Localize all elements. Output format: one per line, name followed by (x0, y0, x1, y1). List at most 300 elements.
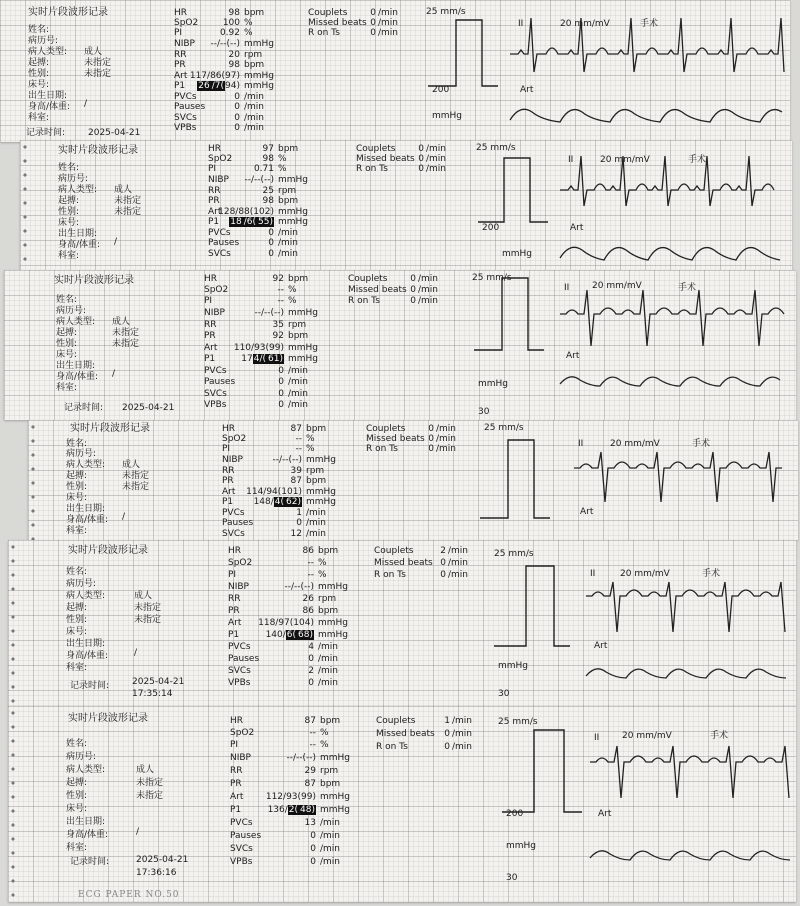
rr-value: 29 (304, 766, 316, 776)
svcs-label: SVCs (228, 666, 251, 676)
arrhythmia-panel (376, 716, 482, 760)
art-waveform (560, 238, 780, 268)
missed-beats-label: Missed beats (366, 434, 425, 444)
pauses-value: 0 (278, 377, 284, 387)
rr-unit: rpm (244, 50, 263, 60)
art-label: Art (230, 792, 244, 802)
dept-label: 科室: (66, 526, 88, 536)
pacer-value: 未指定 (114, 196, 142, 206)
nibp-unit: mmHg (320, 753, 351, 763)
couplets-label: Couplets (348, 274, 388, 284)
perforation (10, 540, 16, 706)
pr-unit: bpm (318, 606, 339, 616)
p1-label: P1 (222, 497, 234, 507)
gain-label: 20 mm/mV (560, 19, 610, 29)
vpbs-value: 0 (234, 123, 240, 133)
pacer-value: 未指定 (134, 603, 162, 613)
spo2-value: -- (295, 434, 302, 444)
ron-t-value: 0 (440, 570, 446, 580)
mrn-label: 病历号: (66, 752, 97, 762)
height-weight-value: / (122, 512, 126, 522)
p1-value: 26 /7(94) (198, 81, 240, 91)
hr-unit: bpm (320, 716, 341, 726)
couplets-label: Couplets (376, 716, 416, 726)
mode-label: 手术 (640, 19, 659, 29)
pauses-value: 0 (268, 238, 274, 248)
nibp-label: NIBP (222, 455, 243, 465)
mrn-label: 病历号: (66, 449, 97, 459)
missed-beats-label: Missed beats (348, 285, 407, 295)
pr-label: PR (230, 779, 242, 789)
dept-label: 科室: (66, 663, 88, 673)
lead-label: II (564, 283, 570, 293)
p1-unit: mmHg (306, 497, 337, 507)
height-weight-value: / (114, 237, 118, 247)
gender-value: 未指定 (122, 482, 150, 492)
recording-strip-5 (8, 540, 796, 706)
svcs-unit: /min (318, 666, 339, 676)
art-value: 114/94(101) (246, 487, 302, 497)
record-date: 2025-04-21 (122, 403, 175, 413)
pr-label: PR (208, 196, 220, 206)
strip-title: 实时片段波形记录 (28, 7, 108, 18)
calibration-pulse (428, 18, 498, 98)
couplets-label: Couplets (374, 546, 414, 556)
ron-t-label: R on Ts (308, 28, 340, 38)
bed-label: 床号: (28, 80, 50, 90)
nibp-value: --/--(--) (286, 753, 316, 763)
pi-unit: % (278, 164, 287, 174)
p1-label: P1 (174, 81, 186, 91)
name-label: 姓名: (66, 439, 88, 449)
pauses-unit: /min (318, 654, 339, 664)
couplets-label: Couplets (356, 144, 396, 154)
pvcs-label: PVCs (222, 508, 245, 518)
mrn-label: 病历号: (66, 579, 97, 589)
gender-value: 未指定 (112, 339, 140, 349)
nibp-value: --/--(--) (210, 39, 240, 49)
nibp-unit: mmHg (244, 39, 275, 49)
perforation (30, 420, 36, 540)
p1-label: P1 (208, 217, 220, 227)
pvcs-label: PVCs (228, 642, 251, 652)
p1-unit: mmHg (288, 354, 319, 364)
ron-t-unit: /min (418, 296, 439, 306)
record-date: 2025-04-21 (132, 677, 185, 687)
svcs-value: 0 (234, 113, 240, 123)
svcs-label: SVCs (204, 389, 227, 399)
dob-label: 出生日期: (66, 817, 106, 827)
vitals-panel (228, 546, 364, 696)
pi-value: 0.71 (253, 164, 274, 174)
dob-label: 出生日期: (28, 91, 68, 101)
height-weight-label: 身高/体重: (58, 240, 101, 250)
gain-label: 20 mm/mV (610, 439, 660, 449)
record-clock: 17:36:16 (136, 868, 177, 878)
arrhythmia-panel (348, 274, 448, 314)
rr-label: RR (208, 186, 221, 196)
record-time-label: 记录时间: (70, 681, 110, 691)
hr-value: 86 (302, 546, 314, 556)
missed-beats-unit: /min (436, 434, 457, 444)
paper-speed: 25 mm/s (476, 143, 516, 153)
pauses-label: Pauses (204, 377, 236, 387)
gender-label: 性别: (66, 791, 88, 801)
spo2-label: SpO2 (204, 285, 229, 295)
svcs-label: SVCs (208, 249, 231, 259)
couplets-unit: /min (378, 8, 399, 18)
calibration-pulse (478, 156, 548, 236)
art-unit: mmHg (278, 207, 309, 217)
missed-beats-unit: /min (426, 154, 447, 164)
gender-value: 未指定 (114, 207, 142, 217)
scale-mmhg: mmHg (498, 661, 529, 671)
svcs-value: 0 (268, 249, 274, 259)
gain-label: 20 mm/mV (620, 569, 670, 579)
pvcs-unit: /min (288, 366, 309, 376)
p1-label: P1 (230, 805, 242, 815)
vpbs-unit: /min (288, 400, 309, 410)
pauses-label: Pauses (222, 518, 254, 528)
rr-label: RR (174, 50, 187, 60)
name-label: 姓名: (58, 163, 80, 173)
nibp-label: NIBP (230, 753, 251, 763)
scale-30: 30 (498, 689, 510, 699)
couplets-unit: /min (426, 144, 447, 154)
pi-label: PI (204, 296, 213, 306)
pi-label: PI (230, 740, 239, 750)
spo2-unit: % (288, 285, 297, 295)
art-value: 110/93(99) (233, 343, 284, 353)
patient-type-label: 病人类型: (56, 317, 96, 327)
missed-beats-label: Missed beats (376, 729, 435, 739)
spo2-value: 98 (262, 154, 274, 164)
ron-t-label: R on Ts (374, 570, 406, 580)
art-label: Art (228, 618, 242, 628)
pr-value: 87 (304, 779, 316, 789)
gender-label: 性别: (56, 339, 78, 349)
art-wave-label: Art (520, 85, 534, 95)
pr-label: PR (174, 60, 186, 70)
ecg-waveform (586, 580, 786, 650)
scale-200: 200 (432, 85, 450, 95)
height-weight-value: / (134, 648, 138, 658)
ecg-waveform (560, 154, 780, 214)
couplets-unit: /min (436, 424, 457, 434)
ecg-waveform (510, 14, 785, 84)
pr-label: PR (228, 606, 240, 616)
p1-value: 18 /6( 55) (230, 217, 273, 227)
gender-value: 未指定 (134, 615, 162, 625)
ron-t-value: 0 (410, 296, 416, 306)
pvcs-unit: /min (318, 642, 339, 652)
spo2-unit: % (320, 728, 329, 738)
recording-strip-6 (8, 706, 796, 902)
hr-value: 98 (228, 8, 240, 18)
rr-label: RR (228, 594, 241, 604)
pi-label: PI (208, 164, 217, 174)
hr-unit: bpm (278, 144, 299, 154)
dept-label: 科室: (56, 383, 78, 393)
p1-label: P1 (228, 630, 240, 640)
missed-beats-unit: /min (418, 285, 439, 295)
rr-label: RR (222, 466, 235, 476)
pi-value: -- (307, 570, 314, 580)
pacer-label: 起搏: (66, 778, 88, 788)
svcs-label: SVCs (174, 113, 197, 123)
nibp-label: NIBP (204, 308, 225, 318)
lead-label: II (590, 569, 596, 579)
height-weight-label: 身高/体重: (66, 651, 109, 661)
pr-unit: bpm (320, 779, 341, 789)
p1-value: 148/4( 62) (253, 497, 301, 507)
art-waveform (590, 840, 790, 870)
vpbs-unit: /min (318, 678, 339, 688)
p1-unit: mmHg (318, 630, 349, 640)
pvcs-unit: /min (306, 508, 327, 518)
strip-title: 实时片段波形记录 (70, 423, 150, 434)
vitals-panel (222, 424, 352, 538)
hr-unit: bpm (318, 546, 339, 556)
p1-unit: mmHg (320, 805, 351, 815)
rr-value: 35 (272, 320, 284, 330)
pauses-unit: /min (278, 238, 299, 248)
art-label: Art (204, 343, 218, 353)
art-waveform (586, 658, 786, 688)
patient-type-value: 成人 (134, 591, 153, 601)
pauses-unit: /min (288, 377, 309, 387)
svcs-value: 0 (310, 844, 316, 854)
art-label: Art (208, 207, 222, 217)
pi-value: -- (309, 740, 316, 750)
vitals-panel (174, 8, 294, 138)
gender-label: 性别: (66, 615, 88, 625)
spo2-value: -- (309, 728, 316, 738)
pvcs-value: 0 (234, 92, 240, 102)
missed-beats-value: 0 (410, 285, 416, 295)
vitals-panel (204, 274, 334, 416)
pauses-value: 0 (234, 102, 240, 112)
dob-label: 出生日期: (56, 361, 96, 371)
pauses-value: 0 (296, 518, 302, 528)
art-wave-label: Art (566, 351, 580, 361)
hr-value: 92 (272, 274, 284, 284)
rr-value: 26 (302, 594, 314, 604)
pacer-label: 起搏: (58, 196, 80, 206)
vpbs-value: 0 (308, 678, 314, 688)
record-date: 2025-04-21 (88, 128, 141, 138)
scale-mmhg: mmHg (478, 379, 509, 389)
art-unit: mmHg (288, 343, 319, 353)
pvcs-value: 4 (308, 642, 314, 652)
dob-label: 出生日期: (58, 229, 98, 239)
calibration-pulse (502, 728, 582, 818)
hr-unit: bpm (288, 274, 309, 284)
record-time-label: 记录时间: (26, 128, 66, 138)
svcs-label: SVCs (230, 844, 253, 854)
spo2-unit: % (278, 154, 287, 164)
paper-speed: 25 mm/s (484, 423, 524, 433)
pvcs-value: 1 (296, 508, 302, 518)
dept-label: 科室: (66, 843, 88, 853)
spo2-unit: % (306, 434, 315, 444)
pi-label: PI (174, 28, 183, 38)
pvcs-value: 0 (268, 228, 274, 238)
pi-unit: % (320, 740, 329, 750)
ron-t-value: 0 (370, 28, 376, 38)
pi-label: PI (222, 444, 231, 454)
scale-30: 30 (506, 873, 518, 883)
svcs-label: SVCs (222, 529, 245, 539)
missed-beats-label: Missed beats (356, 154, 415, 164)
patient-type-value: 成人 (114, 185, 133, 195)
p1-unit: mmHg (244, 81, 275, 91)
pr-label: PR (222, 476, 234, 486)
pacer-label: 起搏: (56, 328, 78, 338)
dob-label: 出生日期: (66, 639, 106, 649)
art-unit: mmHg (320, 792, 351, 802)
art-unit: mmHg (244, 71, 275, 81)
couplets-value: 2 (440, 546, 446, 556)
spo2-value: 100 (222, 18, 240, 28)
lead-label: II (594, 733, 600, 743)
pacer-value: 未指定 (112, 328, 140, 338)
pacer-label: 起搏: (66, 603, 88, 613)
pacer-label: 起搏: (66, 471, 88, 481)
pi-value: -- (277, 296, 284, 306)
mrn-label: 病历号: (58, 174, 89, 184)
pr-label: PR (204, 331, 216, 341)
nibp-unit: mmHg (288, 308, 319, 318)
rr-unit: rpm (320, 766, 339, 776)
pvcs-unit: /min (320, 818, 341, 828)
nibp-value: --/--(--) (244, 175, 274, 185)
spo2-value: -- (307, 558, 314, 568)
record-time-label: 记录时间: (64, 403, 104, 413)
couplets-value: 0 (428, 424, 434, 434)
couplets-unit: /min (452, 716, 473, 726)
p1-label: P1 (204, 354, 216, 364)
missed-beats-label: Missed beats (308, 18, 367, 28)
lead-label: II (578, 439, 584, 449)
pi-value: 0.92 (219, 28, 240, 38)
ron-t-value: 0 (418, 164, 424, 174)
missed-beats-value: 0 (428, 434, 434, 444)
patient-type-label: 病人类型: (66, 591, 106, 601)
svcs-value: 12 (290, 529, 302, 539)
pvcs-value: 0 (278, 366, 284, 376)
height-weight-label: 身高/体重: (56, 372, 99, 382)
pr-value: 87 (290, 476, 302, 486)
svcs-value: 2 (308, 666, 314, 676)
pacer-value: 未指定 (84, 58, 112, 68)
nibp-unit: mmHg (278, 175, 309, 185)
svcs-unit: /min (288, 389, 309, 399)
art-wave-label: Art (580, 507, 594, 517)
pauses-label: Pauses (230, 831, 262, 841)
arrhythmia-panel (308, 8, 408, 48)
mode-label: 手术 (692, 439, 711, 449)
rr-unit: rpm (278, 186, 297, 196)
spo2-label: SpO2 (208, 154, 233, 164)
pacer-label: 起搏: (28, 58, 50, 68)
pvcs-unit: /min (278, 228, 299, 238)
vpbs-value: 0 (278, 400, 284, 410)
pauses-label: Pauses (228, 654, 260, 664)
strip-title: 实时片段波形记录 (54, 275, 134, 286)
rr-value: 20 (228, 50, 240, 60)
pr-value: 98 (262, 196, 274, 206)
mode-label: 手术 (688, 155, 707, 165)
ron-t-unit: /min (436, 444, 457, 454)
vitals-panel (230, 716, 366, 876)
calibration-pulse (480, 438, 550, 528)
art-waveform (510, 100, 785, 130)
name-label: 姓名: (66, 739, 88, 749)
dept-label: 科室: (58, 251, 80, 261)
vpbs-label: VPBs (204, 400, 227, 410)
pauses-unit: /min (244, 102, 265, 112)
rr-unit: rpm (318, 594, 337, 604)
vpbs-label: VPBs (230, 857, 253, 867)
patient-type-value: 成人 (84, 47, 103, 57)
mrn-label: 病历号: (56, 306, 87, 316)
missed-beats-unit: /min (378, 18, 399, 28)
rr-label: RR (204, 320, 217, 330)
ecg-waveform (560, 281, 790, 354)
couplets-value: 0 (410, 274, 416, 284)
strip-title: 实时片段波形记录 (68, 545, 148, 556)
pvcs-label: PVCs (230, 818, 253, 828)
mrn-label: 病历号: (28, 36, 59, 46)
svcs-unit: /min (278, 249, 299, 259)
p1-value: 136/2( 48) (267, 805, 315, 815)
missed-beats-value: 0 (444, 729, 450, 739)
nibp-label: NIBP (208, 175, 229, 185)
name-label: 姓名: (66, 567, 88, 577)
spo2-label: SpO2 (222, 434, 247, 444)
patient-type-label: 病人类型: (66, 460, 106, 470)
art-value: 112/93(99) (265, 792, 316, 802)
arrhythmia-panel (374, 546, 478, 586)
name-label: 姓名: (56, 295, 78, 305)
pauses-value: 0 (310, 831, 316, 841)
art-waveform (560, 366, 790, 396)
pacer-value: 未指定 (122, 471, 150, 481)
hr-label: HR (228, 546, 242, 556)
lead-label: II (568, 155, 574, 165)
height-weight-label: 身高/体重: (66, 515, 109, 525)
ron-t-unit: /min (452, 742, 473, 752)
vitals-panel (208, 144, 328, 268)
art-wave-label: Art (570, 223, 584, 233)
ron-t-label: R on Ts (356, 164, 388, 174)
patient-type-value: 成人 (122, 460, 141, 470)
spo2-value: -- (277, 285, 284, 295)
rr-unit: rpm (288, 320, 307, 330)
record-time-label: 记录时间: (70, 857, 110, 867)
p1-value: 140/6( 68) (265, 630, 313, 640)
art-value: 128/88(102) (218, 207, 274, 217)
art-wave-label: Art (594, 641, 608, 651)
strip-title: 实时片段波形记录 (58, 145, 138, 156)
nibp-unit: mmHg (318, 582, 349, 592)
pr-unit: bpm (244, 60, 265, 70)
ron-t-unit: /min (378, 28, 399, 38)
arrhythmia-panel (356, 144, 456, 184)
art-label: Art (222, 487, 236, 497)
art-label: Art (174, 71, 188, 81)
